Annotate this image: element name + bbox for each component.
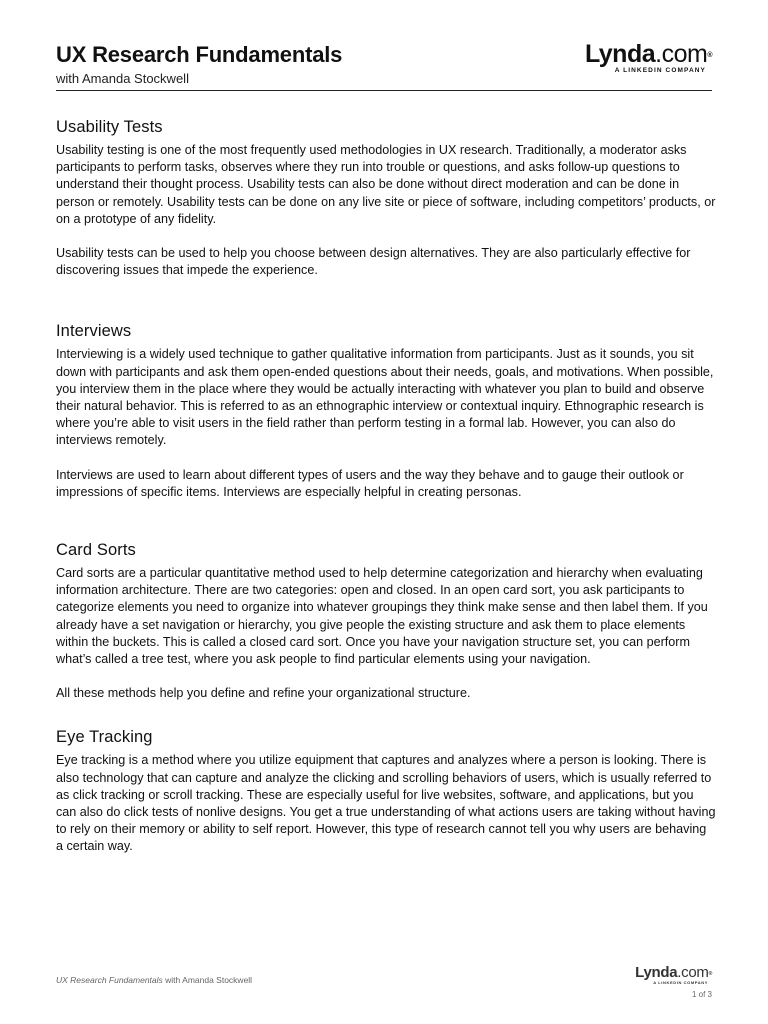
footer-logo-tagline: A LINKEDIN COMPANY (653, 980, 708, 985)
registered-mark: ® (707, 52, 712, 59)
section-interviews (56, 322, 716, 501)
section-paragraph: Usability testing is one of the most frequently used methodologies in UX research. Traditionally, a moderator asks participants to perform tasks, observes where they run into trouble or questions, and asks follow-up questions to understand their thought process. Usability tests can also be done without direct moderation and can be done in person or remotely. Usability tests can be done on any live site or piece of software, including competitors’ products, or on a prototype of any fidelity. (56, 143, 716, 226)
footer-lynda-logo (635, 965, 712, 985)
logo-domain: .com (655, 40, 708, 68)
footer-logo-domain: .com (677, 964, 709, 981)
footer-course-credit (56, 975, 252, 985)
logo-word: Lynda (584, 40, 656, 68)
logo-wordmark (585, 40, 712, 68)
document-body (56, 118, 716, 856)
section-heading: Usability Tests (56, 118, 163, 136)
document-subtitle: with Amanda Stockwell (56, 71, 189, 86)
footer-registered-mark: ® (708, 971, 712, 977)
lynda-logo (585, 40, 712, 75)
footer-course-title: UX Research Fundamentals (56, 975, 163, 985)
section-eye-tracking (56, 728, 716, 855)
section-heading: Card Sorts (56, 541, 136, 560)
footer-logo-word: Lynda (635, 964, 678, 981)
section-heading: Interviews (56, 322, 132, 341)
section-heading: Eye Tracking (56, 728, 153, 747)
section-paragraph: Card sorts are a particular quantitative method used to help determine categorization and hierarchy when evaluating information architecture. There are two categories: open and closed. In an open card sort, you ask participants to categorize elements you need to organize into whatever groupings they think make sense and then label them. If you already have a set navigation or hierarchy, you give people the existing structure and ask them to place elements within the buckets. This is called a closed card sort. Once you have your navigation structure set, you can perform what’s called a tree test, where you ask people to find particular elements using your navigation. (56, 566, 708, 667)
section-paragraph: Eye tracking is a method where you utilize equipment that captures and analyzes where a person is looking. There is also technology that can capture and analyze the clicking and scrolling behaviors of users, which is usually referred to as click tracking or scroll tracking. These are especially useful for live websites, software, and applications, but you can also do click tests of nonlive designs. You get a true understanding of what actions users are taking without having to rely on their memory or ability to self report. However, this type of research cannot tell you why users are behaving a certain way. (56, 753, 716, 854)
document-title: UX Research Fundamentals (56, 42, 343, 67)
page-number: 1 of 3 (691, 990, 712, 999)
page-header (56, 40, 712, 91)
logo-tagline: A LINKEDIN COMPANY (614, 67, 706, 74)
section-paragraph: Interviewing is a widely used technique to gather qualitative information from participants. Just as it sounds, you sit down with participants and ask them open-ended questions about their needs, goals, and motivations. When possible, you interview them in the place where they would be actually interacting with whatever you plan to build and observe their natural behavior. This is referred to as an ethnographic interview or contextual inquiry. Ethnographic research is where you’re able to visit users in the field rather than perform testing in a formal lab. However, you can also do interviews remotely. (56, 347, 714, 448)
section-paragraph: All these methods help you define and refine your organizational structure. (56, 686, 471, 701)
section-paragraph: Interviews are used to learn about different types of users and the way they behave and to gauge their outlook or impressions of specific items. Interviews are especially helpful in creating personas. (56, 467, 684, 499)
section-card-sorts (56, 541, 716, 702)
footer-author: with Amanda Stockwell (162, 975, 253, 985)
section-usability-tests (56, 118, 716, 279)
footer-logo-wordmark (635, 965, 712, 981)
section-paragraph: Usability tests can be used to help you choose between design alternatives. They are also particularly effective for discovering issues that impede the experience. (56, 246, 691, 278)
